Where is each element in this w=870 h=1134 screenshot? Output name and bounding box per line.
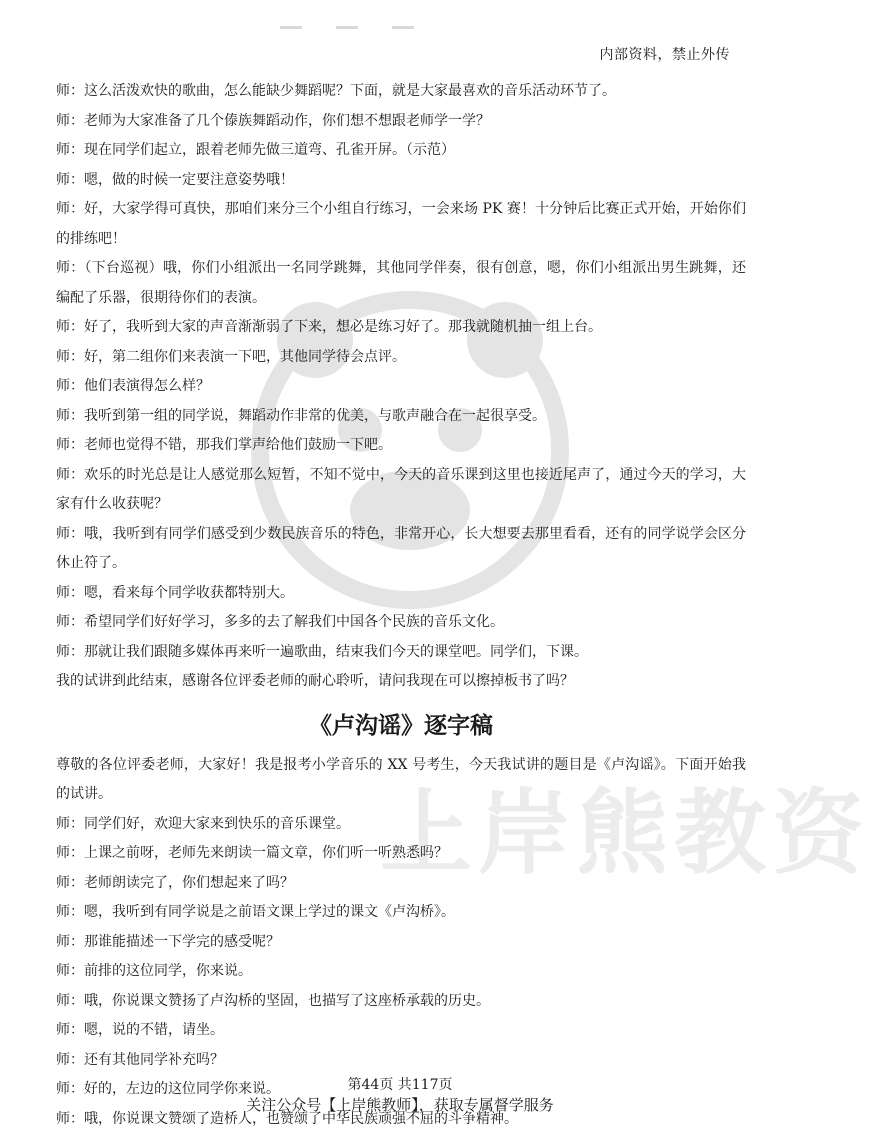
page-number: 第44页 共117页 [0,1074,800,1094]
paragraph: 师：还有其他同学补充吗？ [56,1046,746,1076]
paragraph: 师：好了，我听到大家的声音渐渐弱了下来，想必是练习好了。那我就随机抽一组上台。 [56,313,746,343]
paragraph: 师：那谁能描述一下学完的感受呢？ [56,928,746,958]
paragraph: 师：我听到第一组的同学说，舞蹈动作非常的优美，与歌声融合在一起很享受。 [56,402,746,432]
paragraph: 师：嗯，我听到有同学说是之前语文课上学过的课文《卢沟桥》。 [56,898,746,928]
paragraph: 师：老师也觉得不错，那我们掌声给他们鼓励一下吧。 [56,431,746,461]
paragraph: 师：上课之前呀，老师先来朗读一篇文章，你们听一听熟悉吗？ [56,839,746,869]
paragraph: 师：他们表演得怎么样？ [56,372,746,402]
paragraph: 师：这么活泼欢快的歌曲，怎么能缺少舞蹈呢？下面，就是大家最喜欢的音乐活动环节了。 [56,77,746,107]
promo-banner: 关注公众号【上岸熊教师】，获取专属督学服务 [0,1094,800,1115]
paragraph: 师：同学们好，欢迎大家来到快乐的音乐课堂。 [56,810,746,840]
paragraph: 师：哦，我听到有同学们感受到少数民族音乐的特色，非常开心，长大想要去那里看看，还有的同学说学会区分休止符了。 [56,520,746,579]
paragraph: 师：欢乐的时光总是让人感觉那么短暂，不知不觉中，今天的音乐课到这里也接近尾声了，通过今天的学习，大家有什么收获呢？ [56,461,746,520]
paragraph: 师：嗯，看来每个同学收获都特别大。 [56,579,746,609]
closing-paragraph: 我的试讲到此结束，感谢各位评委老师的耐心聆听，请问我现在可以擦掉板书了吗？ [56,667,746,697]
watermark-text: 上岸熊教资 [380,760,870,892]
paragraph: 师：好，大家学得可真快，那咱们来分三个小组自行练习，一会来场 PK 赛！十分钟后比赛正式开始，开始你们的排练吧！ [56,195,746,254]
paragraph: 师：老师为大家准备了几个傣族舞蹈动作，你们想不想跟老师学一学？ [56,107,746,137]
paragraph: 师：好的，左边的这位同学你来说。 [56,1075,746,1105]
paragraph: 师：老师朗读完了，你们想起来了吗？ [56,869,746,899]
section-1 [56,77,746,697]
paragraph: 师：（下台巡视）哦，你们小组派出一名同学跳舞，其他同学伴奏，很有创意，嗯，你们小组派出男生跳舞，还编配了乐器，很期待你们的表演。 [56,254,746,313]
top-scan-marks [280,14,480,18]
document-body [56,77,746,1134]
paragraph: 师：哦，你说课文赞颂了造桥人，也赞颂了中华民族顽强不屈的斗争精神。 [56,1105,746,1134]
paragraph: 师：哦，你说课文赞扬了卢沟桥的坚固，也描写了这座桥承载的历史。 [56,987,746,1017]
paragraph: 师：好，第二组你们来表演一下吧，其他同学待会点评。 [56,343,746,373]
paragraph: 师：嗯，做的时候一定要注意姿势哦！ [56,166,746,196]
paragraph: 师：希望同学们好好学习，多多的去了解我们中国各个民族的音乐文化。 [56,608,746,638]
paragraph: 师：嗯，说的不错，请坐。 [56,1016,746,1046]
confidential-note: 内部资料，禁止外传 [600,44,731,64]
paragraph: 师：现在同学们起立，跟着老师先做三道弯、孔雀开屏。（示范） [56,136,746,166]
section-title: 《卢沟谣》逐字稿 [56,709,746,743]
intro-paragraph: 尊敬的各位评委老师，大家好！我是报考小学音乐的 XX 号考生，今天我试讲的题目是《卢沟谣》。下面开始我的试讲。 [56,751,746,810]
paragraph: 师：前排的这位同学，你来说。 [56,957,746,987]
paragraph: 师：那就让我们跟随多媒体再来听一遍歌曲，结束我们今天的课堂吧。同学们，下课。 [56,638,746,668]
